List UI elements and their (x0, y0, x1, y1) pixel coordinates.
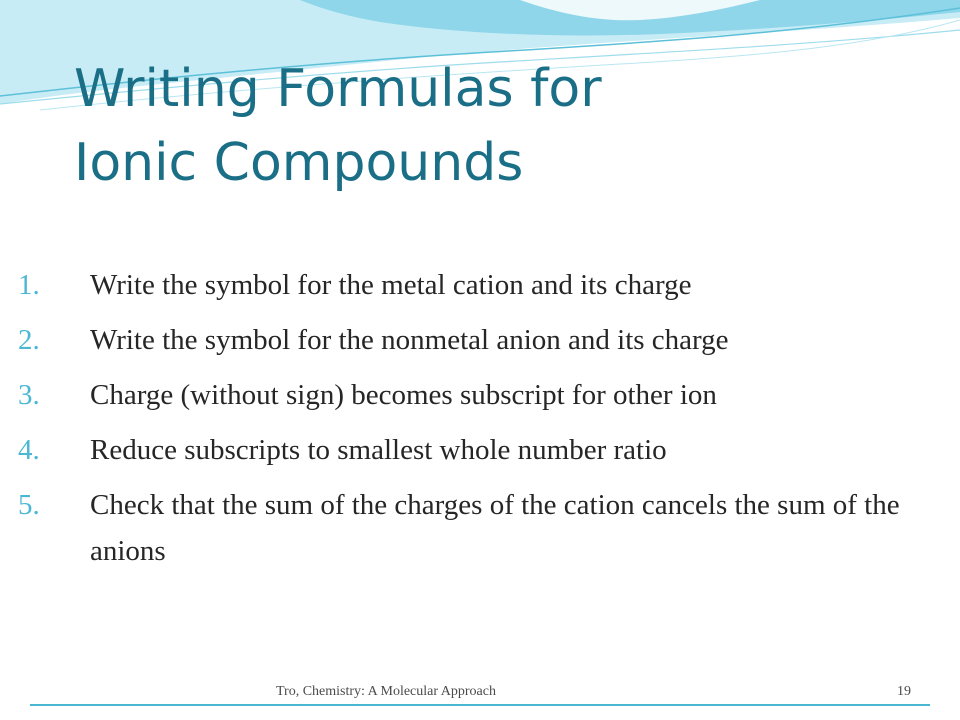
step-item (18, 372, 918, 418)
step-text: Write the symbol for the metal cation and its charge (90, 269, 692, 301)
slide-title-line-2: Ionic Compounds (74, 133, 524, 193)
footer-source: Tro, Chemistry: A Molecular Approach (276, 684, 496, 699)
step-text: Write the symbol for the nonmetal anion and its charge (90, 324, 729, 356)
step-item (18, 482, 918, 574)
step-text: Reduce subscripts to smallest whole number ratio (90, 434, 667, 466)
step-text: Charge (without sign) becomes subscript for other ion (90, 379, 717, 411)
slide-title (74, 52, 894, 200)
steps-list (18, 262, 918, 583)
step-item (18, 262, 918, 308)
step-item (18, 317, 918, 363)
slide-title-line-1: Writing Formulas for (74, 59, 602, 119)
page-number: 19 (897, 684, 911, 699)
step-number: 1. (18, 269, 40, 301)
step-number: 5. (18, 489, 40, 521)
footer-divider (30, 704, 930, 706)
step-number: 3. (18, 379, 40, 411)
step-number: 2. (18, 324, 40, 356)
step-number: 4. (18, 434, 40, 466)
step-text: Check that the sum of the charges of the cation cancels the sum of the anions (90, 489, 900, 567)
step-item (18, 427, 918, 473)
